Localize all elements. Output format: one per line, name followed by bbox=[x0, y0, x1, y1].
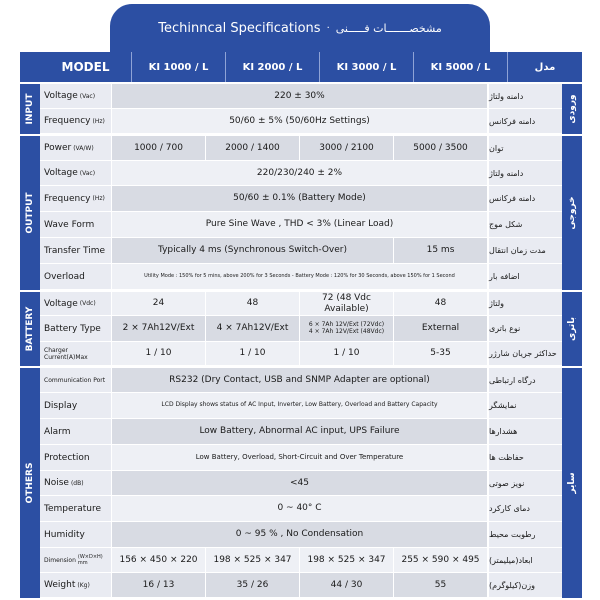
group-input-persian bbox=[562, 84, 582, 134]
label-unit: (Hz) bbox=[92, 117, 105, 125]
row-alarm bbox=[40, 419, 562, 445]
row-battery-type bbox=[40, 316, 562, 342]
cell-value: 1 / 10 bbox=[112, 342, 206, 366]
group-battery bbox=[20, 292, 40, 366]
row-dimension bbox=[40, 548, 562, 573]
label-text: Display bbox=[44, 400, 78, 411]
row-label bbox=[40, 292, 112, 316]
cell-value: 5000 / 3500 bbox=[394, 136, 488, 161]
cell-value: 50/60 ± 5% (50/60Hz Settings) bbox=[112, 109, 488, 134]
label-text: Alarm bbox=[44, 426, 71, 437]
row-transfer-time bbox=[40, 238, 562, 264]
cell-value: 50/60 ± 0.1% (Battery Mode) bbox=[112, 186, 488, 212]
header-model-2: KI 2000 / L bbox=[226, 52, 320, 82]
label-text: Voltage bbox=[44, 168, 78, 178]
group-others bbox=[20, 368, 40, 598]
label-unit: (Vac) bbox=[79, 92, 96, 100]
cell-value: 220/230/240 ± 2% bbox=[112, 161, 488, 186]
row-label bbox=[40, 136, 112, 161]
row-label-persian: حداکثر جریان شارژر bbox=[488, 342, 562, 366]
battery-type-line-1: 6 × 7Ah 12V/Ext (72Vdc) bbox=[308, 320, 385, 328]
row-label bbox=[40, 573, 112, 598]
label-unit: (Hz) bbox=[92, 195, 105, 202]
group-others-persian-label: سایر bbox=[567, 472, 577, 494]
row-output-voltage bbox=[40, 161, 562, 186]
row-label bbox=[40, 342, 112, 366]
cell-value: 0 ~ 95 % , No Condensation bbox=[112, 522, 488, 548]
label-text: Frequency bbox=[44, 116, 91, 126]
row-label bbox=[40, 109, 112, 134]
row-label bbox=[40, 445, 112, 471]
group-input-label: INPUT bbox=[25, 93, 35, 125]
row-overload bbox=[40, 264, 562, 290]
row-label-persian: دامنه فرکانس bbox=[488, 109, 562, 134]
cell-value: 4 × 7Ah12V/Ext bbox=[206, 316, 300, 342]
cell-value-multiline bbox=[300, 316, 394, 342]
label-text: Transfer Time bbox=[44, 245, 106, 256]
cell-value: 1 / 10 bbox=[206, 342, 300, 366]
label-unit: (VA/W) bbox=[73, 144, 94, 152]
cell-value: 48 bbox=[206, 292, 300, 316]
group-battery-persian bbox=[562, 292, 582, 366]
row-label bbox=[40, 548, 112, 573]
row-display bbox=[40, 393, 562, 419]
group-input bbox=[20, 84, 40, 134]
row-label bbox=[40, 161, 112, 186]
row-input-voltage bbox=[40, 84, 562, 109]
cell-value: 2000 / 1400 bbox=[206, 136, 300, 161]
cell-value: Low Battery, Overload, Short-Circuit and Over Temperature bbox=[112, 445, 488, 471]
row-label-persian: توان bbox=[488, 136, 562, 161]
row-label bbox=[40, 212, 112, 238]
header-model-1: KI 1000 / L bbox=[132, 52, 226, 82]
label-unit: (Vac) bbox=[79, 169, 96, 177]
cell-value: 2 × 7Ah12V/Ext bbox=[112, 316, 206, 342]
cell-value: 44 / 30 bbox=[300, 573, 394, 598]
cell-value: Pure Sine Wave , THD < 3% (Linear Load) bbox=[112, 212, 488, 238]
label-text: Frequency bbox=[44, 193, 91, 204]
cell-value: <45 bbox=[112, 471, 488, 496]
cell-value: Low Battery, Abnormal AC input, UPS Failure bbox=[112, 419, 488, 445]
row-label bbox=[40, 419, 112, 445]
label-text: Wave Form bbox=[44, 219, 95, 230]
header-model-4: KI 5000 / L bbox=[414, 52, 508, 82]
label-unit: (W×D×H) mm bbox=[77, 554, 103, 566]
row-label-persian: ابعاد(میلیمتر) bbox=[488, 548, 562, 573]
group-input-persian-label: ورودی bbox=[567, 94, 577, 124]
cell-value: 220 ± 30% bbox=[112, 84, 488, 109]
row-label bbox=[40, 471, 112, 496]
row-label-persian: ولتاژ bbox=[488, 292, 562, 316]
row-label bbox=[40, 264, 112, 290]
title-english: Techinncal Specifications bbox=[158, 20, 321, 36]
cell-value: 0 ~ 40° C bbox=[112, 496, 488, 522]
label-text: Protection bbox=[44, 452, 90, 463]
row-label-persian: دمای کارکرد bbox=[488, 496, 562, 522]
label-text: Noise bbox=[44, 478, 69, 488]
row-label-persian: درگاه ارتباطی bbox=[488, 368, 562, 393]
row-comm-port bbox=[40, 368, 562, 393]
label-text: Charger Current(A)Max bbox=[44, 346, 88, 361]
row-label bbox=[40, 496, 112, 522]
label-text: Battery Type bbox=[44, 323, 101, 334]
row-wave-form bbox=[40, 212, 562, 238]
cell-value: 156 × 450 × 220 bbox=[112, 548, 206, 573]
group-battery-persian-label: باتری bbox=[567, 317, 577, 341]
group-output bbox=[20, 136, 40, 290]
header-model-3: KI 3000 / L bbox=[320, 52, 414, 82]
cell-value: External bbox=[394, 316, 488, 342]
cell-value: 1000 / 700 bbox=[112, 136, 206, 161]
row-humidity bbox=[40, 522, 562, 548]
cell-value: 255 × 590 × 495 bbox=[394, 548, 488, 573]
row-noise bbox=[40, 471, 562, 496]
group-output-persian bbox=[562, 136, 582, 290]
group-output-persian-label: خروجی bbox=[567, 196, 577, 230]
row-label-persian: هشدارها bbox=[488, 419, 562, 445]
cell-value: 16 / 13 bbox=[112, 573, 206, 598]
row-label-persian: وزن(کیلوگرم) bbox=[488, 573, 562, 598]
row-charger-current bbox=[40, 342, 562, 366]
row-output-frequency bbox=[40, 186, 562, 212]
row-label-persian: اضافه بار bbox=[488, 264, 562, 290]
cell-value: 35 / 26 bbox=[206, 573, 300, 598]
label-text: Weight bbox=[44, 580, 76, 590]
cell-value: Typically 4 ms (Synchronous Switch-Over) bbox=[112, 238, 394, 264]
cell-value: 198 × 525 × 347 bbox=[300, 548, 394, 573]
header-model: MODEL bbox=[40, 52, 132, 82]
cell-value: 55 bbox=[394, 573, 488, 598]
row-label-persian: دامنه ولتاژ bbox=[488, 84, 562, 109]
title-tab bbox=[110, 4, 490, 52]
title-persian: مشخصـــــــات فـــــنی bbox=[335, 21, 442, 35]
label-text: Voltage bbox=[44, 91, 78, 101]
label-unit: (dB) bbox=[70, 479, 84, 487]
battery-type-line-2: 4 × 7Ah 12V/Ext (48Vdc) bbox=[308, 327, 385, 335]
row-weight bbox=[40, 573, 562, 598]
cell-value: 198 × 525 × 347 bbox=[206, 548, 300, 573]
row-label bbox=[40, 316, 112, 342]
cell-value: 1 / 10 bbox=[300, 342, 394, 366]
label-text: Overload bbox=[44, 271, 85, 282]
label-unit: (Vdc) bbox=[79, 300, 96, 307]
row-label bbox=[40, 368, 112, 393]
cell-value: LCD Display shows status of AC Input, Inverter, Low Battery, Overload and Battery Capacity bbox=[112, 393, 488, 419]
row-label bbox=[40, 238, 112, 264]
header-row bbox=[20, 52, 582, 82]
group-battery-label: BATTERY bbox=[25, 306, 35, 352]
cell-value: 5-35 bbox=[394, 342, 488, 366]
label-text: Power bbox=[44, 143, 72, 153]
label-text: Dimension bbox=[44, 556, 76, 564]
header-persian-model: مدل bbox=[534, 61, 556, 73]
row-label-persian: رطوبت محیط bbox=[488, 522, 562, 548]
group-others-label: OTHERS bbox=[25, 462, 35, 504]
cell-value: 48 bbox=[394, 292, 488, 316]
cell-value: 72 (48 Vdc Available) bbox=[300, 292, 394, 316]
title-separator: · bbox=[326, 22, 330, 34]
row-power bbox=[40, 136, 562, 161]
row-label-persian: شکل موج bbox=[488, 212, 562, 238]
label-text: Temperature bbox=[44, 503, 102, 514]
cell-value: 3000 / 2100 bbox=[300, 136, 394, 161]
label-text: Humidity bbox=[44, 529, 85, 540]
row-label bbox=[40, 393, 112, 419]
row-label-persian: نویز صوتی bbox=[488, 471, 562, 496]
group-others-persian bbox=[562, 368, 582, 598]
row-label-persian: نوع باتری bbox=[488, 316, 562, 342]
label-text: Communication Port bbox=[44, 376, 106, 384]
cell-value: Utility Mode : 150% for 5 mins, above 200% for 3 Seconds - Battery Mode : 120% for 30 Seconds, above 150% for 1 Second bbox=[112, 264, 488, 290]
label-text: Voltage bbox=[44, 298, 78, 309]
row-label bbox=[40, 522, 112, 548]
row-label-persian: دامنه ولتاژ bbox=[488, 161, 562, 186]
row-label bbox=[40, 186, 112, 212]
label-unit: (Kg) bbox=[77, 581, 90, 589]
group-output-label: OUTPUT bbox=[25, 192, 35, 234]
row-label-persian: مدت زمان انتقال bbox=[488, 238, 562, 264]
row-label-persian: حفاظت ها bbox=[488, 445, 562, 471]
cell-value: 15 ms bbox=[394, 238, 488, 264]
cell-value: 24 bbox=[112, 292, 206, 316]
row-battery-voltage bbox=[40, 292, 562, 316]
row-label-persian: نمایشگر bbox=[488, 393, 562, 419]
row-label bbox=[40, 84, 112, 109]
row-protection bbox=[40, 445, 562, 471]
cell-value: RS232 (Dry Contact, USB and SNMP Adapter are optional) bbox=[112, 368, 488, 393]
row-label-persian: دامنه فرکانس bbox=[488, 186, 562, 212]
row-temperature bbox=[40, 496, 562, 522]
row-input-frequency bbox=[40, 109, 562, 134]
